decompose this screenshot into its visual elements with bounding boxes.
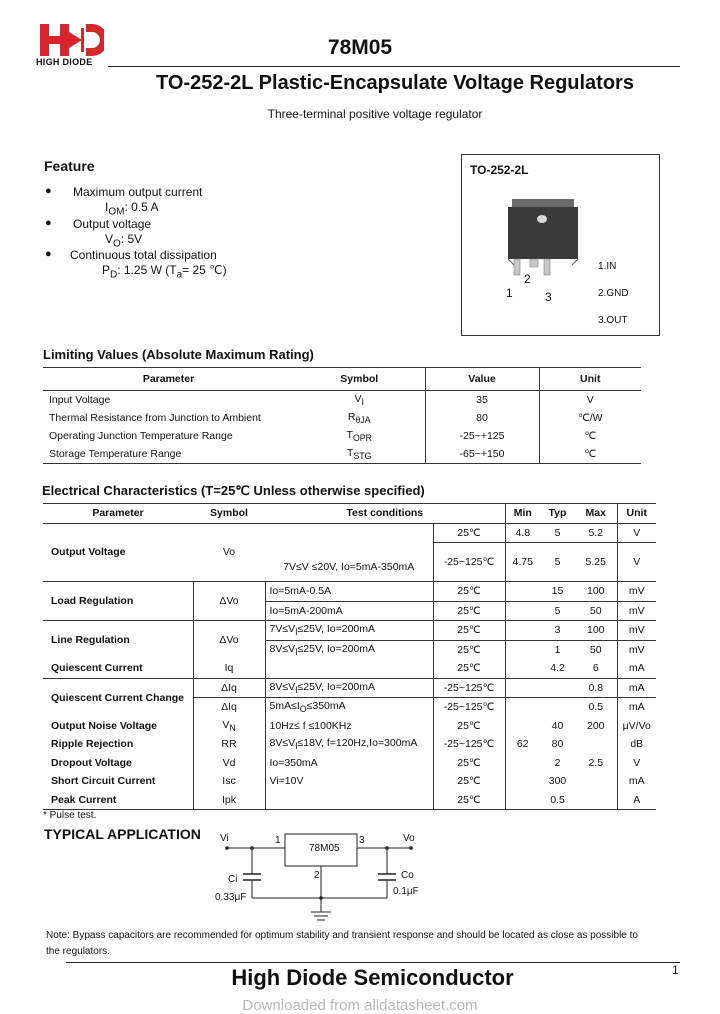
- cell: V: [617, 543, 656, 582]
- column-header: Unit: [617, 504, 656, 524]
- pin2-label: 2: [314, 870, 320, 881]
- cell: 5: [540, 523, 575, 543]
- junction-dot: [385, 846, 389, 850]
- feature-label: Maximum output current: [73, 185, 203, 199]
- cell: $T_{STG}$: [294, 445, 425, 464]
- terminal-dot: [225, 846, 229, 850]
- temp-cell: -25~125℃: [433, 678, 505, 698]
- symbol-cell: ΔVo: [193, 582, 265, 621]
- cell: 300: [548, 775, 567, 788]
- cell: 5.2: [575, 523, 617, 543]
- cell: Thermal Resistance from Junction to Ambient: [49, 412, 261, 424]
- pin-label: 2.GND: [598, 288, 629, 299]
- pin-number: 3: [545, 290, 552, 304]
- cell: 3: [540, 621, 575, 641]
- cond-cell: Io=5mA-200mA: [265, 601, 433, 621]
- cell: 0.5: [550, 793, 565, 806]
- symbol-cell: RR: [193, 735, 265, 754]
- temp-cell: 25℃: [433, 791, 505, 810]
- table-row: [43, 717, 656, 736]
- param-cell: Load Regulation: [51, 595, 134, 607]
- table-row: [43, 678, 656, 698]
- column-header: Parameter: [142, 373, 195, 385]
- table-row: [43, 445, 641, 464]
- cell: [505, 754, 540, 773]
- temp-cell: 25℃: [433, 640, 505, 659]
- cell: [505, 621, 540, 641]
- column-header: Unit: [580, 373, 601, 385]
- vo-label: Vo: [403, 833, 415, 844]
- symbol-cell: Vd: [193, 754, 265, 773]
- column-header: Symbol: [210, 507, 248, 520]
- param-cell: Peak Current: [51, 793, 117, 806]
- pin3-label: 3: [359, 835, 365, 846]
- cond-cell: 7V≤V ≤20V, Io=5mA-350mA: [283, 561, 415, 573]
- table-row: [43, 582, 656, 602]
- typical-application-heading: TYPICAL APPLICATION: [44, 826, 201, 842]
- cond-cell: 10Hz≤ f ≤100KHz: [265, 717, 433, 736]
- cell: mV: [617, 582, 656, 602]
- param-cell: Quiescent Current Change: [51, 691, 185, 704]
- cell: mA: [617, 678, 656, 698]
- cell: 6: [592, 662, 599, 675]
- cell: mV: [617, 640, 656, 659]
- co-value: 0.1μF: [393, 886, 419, 897]
- cell: [505, 659, 540, 678]
- cell: [505, 698, 540, 717]
- cell: mA: [617, 698, 656, 717]
- cond-cell: $5mA\le I_O\le 350mA$: [265, 698, 433, 717]
- table-row: [43, 659, 656, 678]
- symbol-cell: Isc: [193, 772, 265, 791]
- pulse-note: * Pulse test.: [43, 810, 97, 821]
- temp-cell: 25℃: [433, 772, 505, 791]
- bullet-icon: ●: [45, 217, 52, 229]
- temp-cell: 25℃: [433, 582, 505, 602]
- pin-label: 1.IN: [598, 261, 617, 272]
- table-row: [43, 621, 656, 641]
- cell: [540, 698, 575, 717]
- symbol-cell: ΔVo: [193, 621, 265, 660]
- document-title: TO-252-2L Plastic-Encapsulate Voltage Regulators: [156, 72, 634, 94]
- cell: [505, 582, 540, 602]
- cell: Storage Temperature Range: [49, 448, 182, 460]
- to252-package-drawing: [500, 195, 590, 285]
- temp-cell: 25℃: [433, 717, 505, 736]
- junction-dot: [319, 896, 323, 900]
- cell: [575, 791, 617, 810]
- symbol-cell: ΔIq: [193, 698, 265, 717]
- param-cell: Short Circuit Current: [51, 775, 156, 788]
- cell: Operating Junction Temperature Range: [49, 430, 233, 442]
- cell: [505, 717, 540, 736]
- cell: mV: [617, 601, 656, 621]
- feature-value: $V_O$: 5V: [105, 232, 143, 250]
- cell: [575, 735, 617, 754]
- pin-number: 1: [506, 286, 513, 300]
- column-header: Symbol: [294, 368, 425, 391]
- electrical-table: [43, 503, 656, 810]
- cell: ℃: [584, 430, 597, 442]
- cell: 4.75: [505, 543, 540, 582]
- symbol-cell: ΔIq: [193, 678, 265, 698]
- column-header: Parameter: [92, 507, 144, 520]
- cell: ℃: [584, 448, 597, 460]
- cell: 0.5: [588, 701, 604, 714]
- subtitle: Three-terminal positive voltage regulator: [267, 107, 483, 121]
- cell: 200: [586, 719, 605, 732]
- column-header: Test conditions: [346, 507, 424, 520]
- company-name: High Diode Semiconductor: [231, 965, 514, 990]
- page-number: 1: [672, 963, 679, 977]
- cell: [505, 640, 540, 659]
- cell: mA: [617, 772, 656, 791]
- cell: 100: [575, 582, 617, 602]
- pin-label: 3.OUT: [598, 315, 628, 326]
- cell: [575, 772, 617, 791]
- cond-cell: $8V\le V_I\le 18V$, f=120Hz,Io=300mA: [265, 735, 433, 754]
- regulator-chip-label: 78M05: [309, 843, 340, 854]
- pin1-label: 1: [275, 835, 281, 846]
- cond-cell: Io=5mA-0.5A: [265, 582, 433, 602]
- junction-dot: [250, 846, 254, 850]
- cell: 80: [425, 409, 539, 427]
- param-cell: Ripple Rejection: [51, 738, 134, 751]
- cell: A: [617, 791, 656, 810]
- feature-label: Continuous total dissipation: [70, 248, 217, 262]
- limiting-heading: Limiting Values (Absolute Maximum Rating): [43, 347, 314, 362]
- feature-value: $I_{OM}$: 0.5 A: [105, 200, 159, 218]
- table-row: [43, 391, 641, 410]
- cell: 2.5: [588, 756, 604, 769]
- param-cell: Dropout Voltage: [51, 756, 132, 769]
- feature-label: Output voltage: [73, 217, 152, 231]
- cell: 2: [554, 756, 561, 769]
- cond-cell: [265, 659, 433, 678]
- cell: [505, 772, 540, 791]
- cell: [505, 601, 540, 621]
- table-row: [43, 754, 656, 773]
- cell: 5: [554, 556, 561, 568]
- column-header: Min: [505, 504, 540, 524]
- column-header: Typ: [548, 507, 567, 520]
- param-cell: Line Regulation: [51, 634, 130, 646]
- symbol-cell: Ipk: [193, 791, 265, 810]
- package-title: TO-252-2L: [470, 163, 529, 177]
- ci-label: Ci: [228, 874, 238, 885]
- column-header: Value: [425, 368, 539, 391]
- temp-cell: -25~125℃: [433, 698, 505, 717]
- param-cell: Output Noise Voltage: [51, 719, 157, 732]
- column-header: Max: [585, 507, 606, 520]
- cell: 4.2: [550, 662, 565, 675]
- cell: 50: [589, 643, 602, 656]
- co-label: Co: [401, 870, 414, 881]
- cell: 40: [551, 719, 564, 732]
- table-row: [43, 772, 656, 791]
- feature-heading: Feature: [44, 158, 95, 174]
- cell: Input Voltage: [49, 394, 111, 406]
- cell: V: [617, 523, 656, 543]
- cell: V: [586, 394, 594, 406]
- terminal-dot: [409, 846, 413, 850]
- cell: V: [617, 754, 656, 773]
- temp-cell: 25℃: [433, 659, 505, 678]
- cond-cell: [265, 791, 433, 810]
- cell: mA: [617, 659, 656, 678]
- footer-divider: [66, 962, 680, 963]
- cell: $R_{\theta JA}$: [294, 409, 425, 427]
- vi-label: Vi: [220, 833, 229, 844]
- cell: [505, 791, 540, 810]
- cell: 15: [540, 582, 575, 602]
- cond-cell: $7V\le V_I\le 25V$, Io=200mA: [265, 621, 433, 641]
- temp-cell: -25~125℃: [433, 543, 505, 582]
- cell: 100: [575, 621, 617, 641]
- cell: 5: [554, 604, 561, 617]
- cond-cell: Vi=10V: [265, 772, 433, 791]
- param-cell: Quiescent Current: [51, 662, 143, 675]
- cell: -65~+150: [425, 445, 539, 464]
- cell: 1: [554, 643, 561, 656]
- cell: 80: [551, 738, 564, 751]
- cell: 5.25: [585, 556, 606, 568]
- header-divider: [108, 66, 680, 67]
- table-row: [43, 523, 656, 543]
- cell: 62: [505, 735, 540, 754]
- temp-cell: 25℃: [433, 754, 505, 773]
- cell: $V_I$: [294, 391, 425, 410]
- cell: 50: [589, 604, 602, 617]
- cell: -25~+125: [425, 427, 539, 445]
- cell: 0.8: [575, 678, 617, 698]
- cell: μV/Vo: [617, 717, 656, 736]
- bullet-icon: ●: [45, 248, 52, 260]
- bypass-note: Note: Bypass capacitors are recommended for optimum stability and transient response and should be located as close as possible to the regulators.: [46, 930, 638, 957]
- cell: $T_{OPR}$: [294, 427, 425, 445]
- pin-number: 2: [524, 272, 531, 286]
- symbol-cell: $V_N$: [193, 717, 265, 736]
- bullet-icon: ●: [45, 185, 52, 197]
- cell: 4.8: [505, 523, 540, 543]
- watermark: Downloaded from alldatasheet.com: [242, 997, 478, 1014]
- electrical-heading: Electrical Characteristics (T=25℃ Unless otherwise specified): [42, 483, 425, 498]
- symbol-cell: Iq: [193, 659, 265, 678]
- cell: [505, 678, 540, 698]
- temp-cell: -25~125℃: [433, 735, 505, 754]
- symbol-cell: Vo: [222, 546, 236, 559]
- temp-cell: 25℃: [433, 601, 505, 621]
- cell: mV: [617, 621, 656, 641]
- feature-value: $P_D$: 1.25 W ($T_a= 25$ ℃): [102, 263, 227, 281]
- cell: [540, 678, 575, 698]
- cond-cell: Io=350mA: [265, 754, 433, 773]
- cond-cell: $8V\le V_I\le 25V$, Io=200mA: [265, 640, 433, 659]
- temp-cell: 25℃: [433, 523, 505, 543]
- logo-text: HIGH DIODE: [36, 57, 93, 67]
- table-row: [43, 427, 641, 445]
- limiting-table: [43, 367, 641, 464]
- cell: ℃/W: [577, 412, 603, 424]
- ci-value: 0.33μF: [215, 892, 247, 903]
- cell: 35: [425, 391, 539, 410]
- cell: dB: [617, 735, 656, 754]
- table-row: [43, 791, 656, 810]
- temp-cell: 25℃: [433, 621, 505, 641]
- table-row: [43, 735, 656, 754]
- cond-cell: $8V\le V_I\le 25V$, Io=200mA: [265, 678, 433, 698]
- param-cell: Output Voltage: [51, 546, 126, 559]
- part-number: 78M05: [327, 36, 393, 59]
- table-row: [43, 409, 641, 427]
